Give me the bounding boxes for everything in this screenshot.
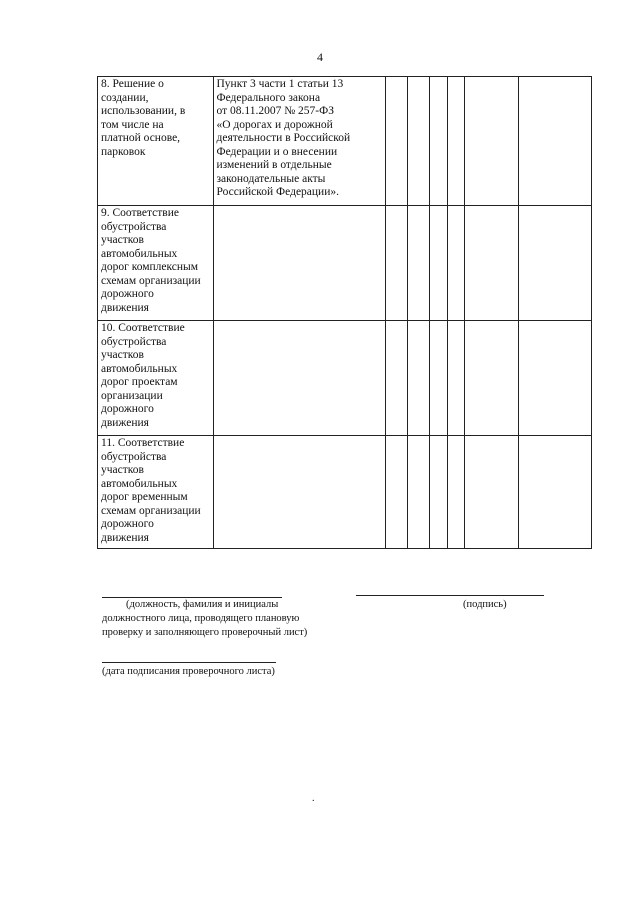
- answer-cell: [385, 321, 408, 436]
- answer-cell: [447, 321, 465, 436]
- requirement-cell: [213, 321, 385, 436]
- note-cell: [518, 77, 591, 206]
- item-text: 10. Соответствие обустройства участков автомобильных дорог проектам организации дорожного движения: [101, 322, 185, 429]
- answer-cell: [430, 321, 448, 436]
- signature-caption: (подпись): [463, 599, 507, 610]
- requirement-cell: [213, 436, 385, 549]
- item-cell: [98, 436, 214, 549]
- table-row: [98, 321, 592, 436]
- answer-cell: [385, 77, 408, 206]
- answer-cell: [408, 321, 430, 436]
- answer-cell: [465, 206, 519, 321]
- table-row: [98, 436, 592, 549]
- note-cell: [518, 206, 591, 321]
- item-cell: [98, 77, 214, 206]
- requirement-text: Пункт 3 части 1 статьи 13 Федерального закона от 08.11.2007 № 257-ФЗ «О дорогах и дорожной деятельности в Российской Федерации и о внесении изменений в отдельные законодательные акты Российской Федерации».: [216, 78, 351, 198]
- checklist-table: [97, 76, 592, 549]
- table-row: [98, 77, 592, 206]
- requirement-cell: [213, 206, 385, 321]
- position-caption: (должность, фамилия и инициалы должностного лица, проводящего плановую проверку и заполняющего проверочный лист): [102, 599, 308, 638]
- answer-cell: [408, 77, 430, 206]
- answer-cell: [385, 206, 408, 321]
- scan-dot: .: [312, 793, 315, 804]
- signature-line: [356, 595, 544, 596]
- answer-cell: [430, 77, 448, 206]
- answer-cell: [447, 206, 465, 321]
- item-text: 8. Решение о создании, использовании, в том числе на платной основе, парковок: [101, 78, 186, 158]
- item-text: 9. Соответствие обустройства участков автомобильных дорог комплексным схемам организации дорожного движения: [101, 207, 201, 314]
- answer-cell: [465, 321, 519, 436]
- page-number: 4: [317, 50, 323, 64]
- answer-cell: [430, 206, 448, 321]
- answer-cell: [408, 206, 430, 321]
- answer-cell: [430, 436, 448, 549]
- answer-cell: [447, 77, 465, 206]
- requirement-cell: [213, 77, 385, 206]
- table-row: [98, 206, 592, 321]
- answer-cell: [465, 436, 519, 549]
- date-caption: (дата подписания проверочного листа): [102, 666, 275, 677]
- note-cell: [518, 436, 591, 549]
- answer-cell: [447, 436, 465, 549]
- item-cell: [98, 206, 214, 321]
- item-text: 11. Соответствие обустройства участков автомобильных дорог временным схемам организации дорожного движения: [101, 437, 201, 544]
- answer-cell: [408, 436, 430, 549]
- item-cell: [98, 321, 214, 436]
- date-signature-line: [102, 662, 276, 663]
- note-cell: [518, 321, 591, 436]
- answer-cell: [465, 77, 519, 206]
- answer-cell: [385, 436, 408, 549]
